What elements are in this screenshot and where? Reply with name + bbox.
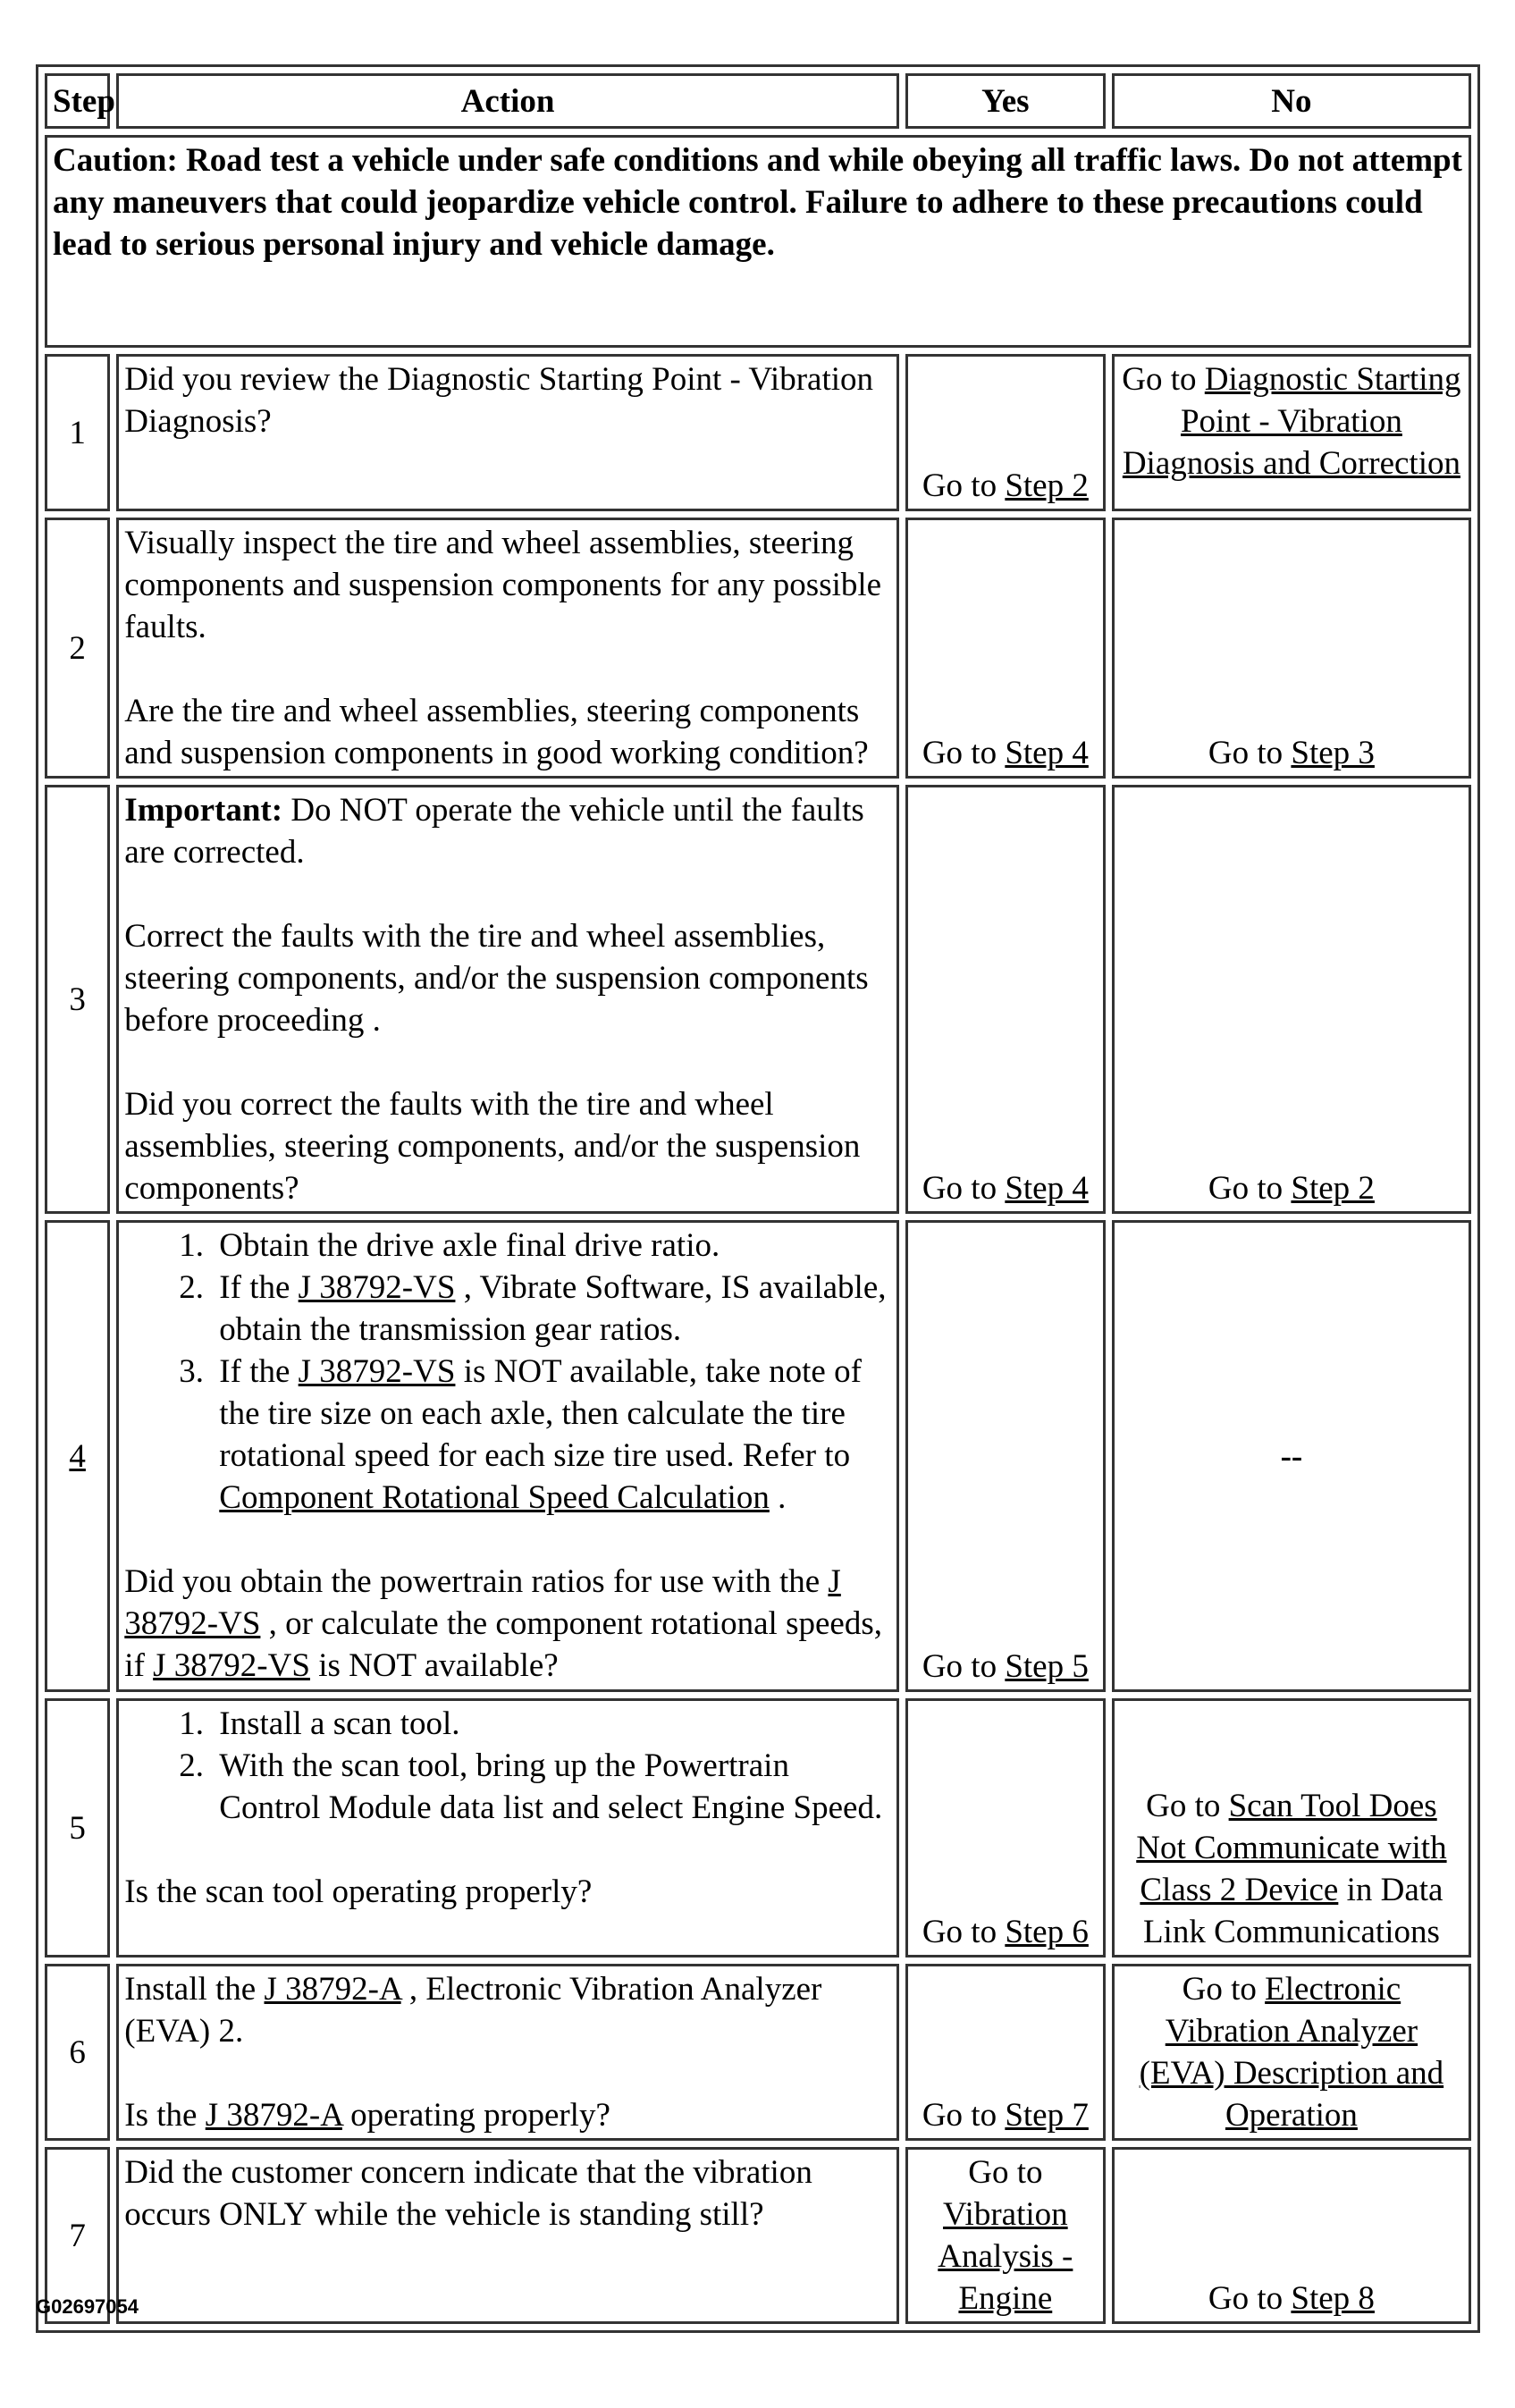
figure-id: G02697054 — [36, 2295, 139, 2318]
list-item: 2. If the J 38792-VS , Vibrate Software, IS available, obtain the transmission gear ratios. — [212, 1267, 891, 1351]
action-paragraph: Install the J 38792-A , Electronic Vibration Analyzer (EVA) 2. — [124, 1971, 822, 2050]
action-question: Did you obtain the powertrain ratios for use with the J 38792-VS , or calculate the component rotational speeds, if J 38792-VS is NOT available? — [124, 1563, 882, 1684]
step-number: 3 — [45, 785, 110, 1214]
vibration-analysis-engine-link[interactable]: Vibration Analysis - Engine — [938, 2196, 1073, 2317]
header-row — [45, 73, 1471, 129]
yes-cell: Go to Step 4 — [905, 518, 1106, 779]
action-question: Are the tire and wheel assemblies, steering components and suspension components in good working condition? — [124, 693, 869, 771]
scan-tool-link[interactable]: Scan Tool Does Not Communicate with Class 2 Device — [1136, 1788, 1447, 1908]
step-link[interactable]: Step 4 — [1005, 735, 1089, 771]
diagnostic-starting-point-link[interactable]: Diagnostic Starting Point - Vibration Diagnosis and Correction — [1122, 361, 1461, 482]
tool-link[interactable]: J 38792-A — [205, 2097, 342, 2134]
no-cell: Go to Step 8 — [1112, 2147, 1471, 2324]
no-cell: -- — [1112, 1220, 1471, 1692]
header-action: Action — [116, 73, 899, 129]
action-cell: Did the customer concern indicate that the vibration occurs ONLY while the vehicle is standing still? — [116, 2147, 899, 2324]
tool-link[interactable]: J 38792-VS — [298, 1269, 456, 1306]
action-cell — [116, 785, 899, 1214]
table-row — [45, 785, 1471, 1214]
step-number-link[interactable]: 4 — [45, 1220, 110, 1692]
step-number: 7 — [45, 2147, 110, 2324]
caution-text: Caution: Road test a vehicle under safe conditions and while obeying all traffic laws. Do not attempt any maneuvers that could jeopardize vehicle control. Failure to adhere to these precautions could lead to serious personal injury and vehicle damage. — [45, 135, 1471, 348]
yes-cell: Go to Step 6 — [905, 1698, 1106, 1958]
list-item: 1. Obtain the drive axle final drive ratio. — [212, 1225, 891, 1267]
action-question: Did you correct the faults with the tire and wheel assemblies, steering components, and/or the suspension components? — [124, 1086, 861, 1207]
action-question: Is the J 38792-A operating properly? — [124, 2097, 610, 2134]
step-link[interactable]: Step 4 — [1005, 1170, 1089, 1207]
step-number: 6 — [45, 1964, 110, 2141]
action-cell — [116, 1220, 899, 1692]
action-paragraph: Correct the faults with the tire and wheel assemblies, steering components, and/or the suspension components before proceeding . — [124, 918, 869, 1039]
step-link[interactable]: Step 3 — [1291, 735, 1375, 771]
header-step: Step — [45, 73, 110, 129]
tool-link[interactable]: J 38792-VS — [124, 1563, 841, 1642]
step-number: 2 — [45, 518, 110, 779]
action-paragraph: Visually inspect the tire and wheel assemblies, steering components and suspension components for any possible faults. — [124, 525, 882, 645]
header-no: No — [1112, 73, 1471, 129]
yes-cell: Go to Vibration Analysis - Engine — [905, 2147, 1106, 2324]
no-cell: Go to Step 3 — [1112, 518, 1471, 779]
list-item: 2. With the scan tool, bring up the Powertrain Control Module data list and select Engine Speed. — [212, 1745, 891, 1829]
table-row — [45, 1964, 1471, 2141]
step-number: 5 — [45, 1698, 110, 1958]
step-link[interactable]: Step 5 — [1005, 1648, 1089, 1685]
step-link[interactable]: Step 2 — [1291, 1170, 1375, 1207]
speed-calculation-link[interactable]: Component Rotational Speed Calculation — [219, 1479, 770, 1516]
action-cell — [116, 518, 899, 779]
diagnostic-table — [36, 64, 1480, 2333]
table-row — [45, 1698, 1471, 1958]
no-cell: Go to Diagnostic Starting Point - Vibration Diagnosis and Correction — [1112, 354, 1471, 511]
no-cell: Go to Electronic Vibration Analyzer (EVA) Description and Operation — [1112, 1964, 1471, 2141]
action-question: Is the scan tool operating properly? — [124, 1873, 593, 1910]
eva-description-link[interactable]: Electronic Vibration Analyzer (EVA) Description and Operation — [1139, 1971, 1444, 2134]
action-cell — [116, 1964, 899, 2141]
no-cell: Go to Step 2 — [1112, 785, 1471, 1214]
action-cell: Did you review the Diagnostic Starting Point - Vibration Diagnosis? — [116, 354, 899, 511]
yes-cell: Go to Step 5 — [905, 1220, 1106, 1692]
step-link[interactable]: Step 8 — [1291, 2280, 1375, 2317]
table-row — [45, 1220, 1471, 1692]
table-row — [45, 354, 1471, 511]
caution-row — [45, 135, 1471, 348]
step-link[interactable]: Step 2 — [1005, 467, 1089, 504]
yes-cell: Go to Step 7 — [905, 1964, 1106, 2141]
table-row — [45, 518, 1471, 779]
tool-link[interactable]: J 38792-VS — [298, 1353, 456, 1390]
tool-link[interactable]: J 38792-A — [264, 1971, 401, 2008]
step-link[interactable]: Step 6 — [1005, 1914, 1089, 1950]
procedure-list — [124, 1225, 891, 1519]
step-number: 1 — [45, 354, 110, 511]
step-link[interactable]: Step 7 — [1005, 2097, 1089, 2134]
header-yes: Yes — [905, 73, 1106, 129]
no-cell: Go to Scan Tool Does Not Communicate with Class 2 Device in Data Link Communications — [1112, 1698, 1471, 1958]
procedure-list — [124, 1703, 891, 1829]
yes-cell: Go to Step 2 — [905, 354, 1106, 511]
action-cell — [116, 1698, 899, 1958]
yes-cell: Go to Step 4 — [905, 785, 1106, 1214]
list-item: 1. Install a scan tool. — [212, 1703, 891, 1745]
important-label: Important: — [124, 792, 283, 829]
list-item: 3. If the J 38792-VS is NOT available, take note of the tire size on each axle, then calculate the tire rotational speed for each size tire used. Refer to Component Rotational Speed Calculation . — [212, 1351, 891, 1519]
table-row — [45, 2147, 1471, 2324]
tool-link[interactable]: J 38792-VS — [153, 1647, 310, 1684]
important-note: Important: Do NOT operate the vehicle until the faults are corrected. — [124, 792, 864, 871]
